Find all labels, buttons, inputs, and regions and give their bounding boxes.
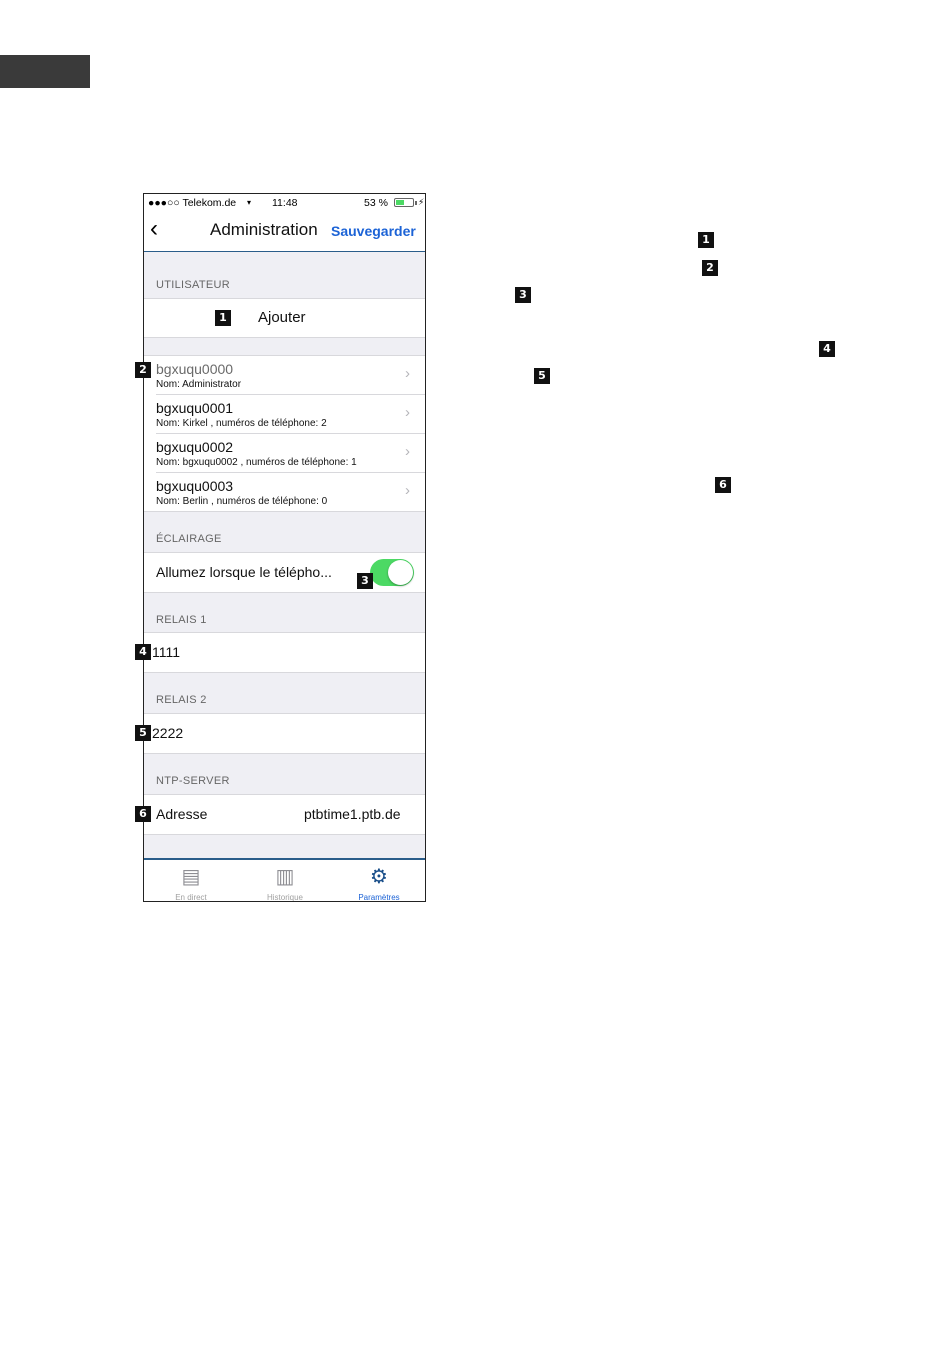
lighting-row (144, 552, 425, 593)
status-bar (144, 194, 425, 211)
user-list (144, 355, 425, 512)
ntp-value: ptbtime1.ptb.de (304, 806, 401, 822)
ntp-label: Adresse (156, 806, 208, 822)
battery-fill (396, 200, 404, 205)
relay1-input[interactable] (144, 632, 425, 673)
wifi-icon: ▾ (247, 198, 252, 207)
toggle-knob (388, 560, 413, 585)
callout-badge-5: 5 (135, 725, 151, 741)
charging-icon: ⚡ (418, 197, 425, 207)
list-item[interactable] (144, 356, 425, 394)
phone-screen (143, 193, 426, 902)
user-id: bgxuqu0003 (156, 478, 234, 494)
tab-bar (144, 858, 425, 902)
clapperboard-icon: ▤ (181, 866, 201, 888)
tab-label: Historique (266, 893, 303, 902)
callout-badge-1: 1 (215, 310, 231, 326)
legend-badge-4: 4 (819, 341, 835, 357)
add-user-button[interactable] (144, 298, 425, 338)
relay2-value: 2222 (152, 725, 184, 741)
section-header-relay1: RELAIS 1 (156, 614, 207, 626)
page-title: Administration (210, 220, 318, 239)
ntp-address-row[interactable] (144, 794, 425, 835)
user-id: bgxuqu0000 (156, 361, 234, 377)
tab-history[interactable] (238, 860, 332, 902)
user-id: bgxuqu0002 (156, 439, 234, 455)
battery-percent: 53 % (364, 197, 388, 209)
list-item[interactable] (144, 434, 425, 472)
user-detail: Nom: Administrator (156, 379, 242, 390)
add-user-label: Ajouter (258, 309, 306, 326)
status-time: 11:48 (272, 197, 298, 209)
chevron-right-icon: › (405, 365, 410, 382)
user-id: bgxuqu0001 (156, 400, 234, 416)
section-header-ntp: NTP-SERVER (156, 775, 230, 787)
chevron-right-icon: › (405, 404, 410, 421)
tab-label: En direct (175, 893, 207, 902)
legend-badge-3: 3 (515, 287, 531, 303)
list-item[interactable] (144, 473, 425, 511)
section-header-lighting: ÉCLAIRAGE (156, 533, 222, 545)
user-detail: Nom: Berlin , numéros de téléphone: 0 (156, 496, 328, 507)
section-header-users: UTILISATEUR (156, 279, 230, 291)
page-header-tab (0, 55, 90, 88)
legend-badge-1: 1 (698, 232, 714, 248)
callout-badge-4: 4 (135, 644, 151, 660)
legend-badge-2: 2 (702, 260, 718, 276)
relay1-value: 1111 (152, 644, 181, 660)
list-item[interactable] (144, 395, 425, 433)
callout-badge-3: 3 (357, 573, 373, 589)
legend-badge-5: 5 (534, 368, 550, 384)
save-button[interactable]: Sauvegarder (331, 223, 416, 239)
lighting-toggle[interactable] (370, 559, 414, 586)
gears-icon: ⚙ (370, 866, 388, 888)
tab-label: Paramètres (358, 893, 400, 902)
lighting-label: Allumez lorsque le télépho... (156, 564, 332, 580)
section-header-relay2: RELAIS 2 (156, 694, 207, 706)
callout-badge-2: 2 (135, 362, 151, 378)
chevron-left-icon[interactable]: ‹ (150, 215, 158, 242)
user-detail: Nom: Kirkel , numéros de téléphone: 2 (156, 418, 327, 429)
user-detail: Nom: bgxuqu0002 , numéros de téléphone: 1 (156, 457, 357, 468)
film-icon: ▥ (275, 866, 295, 888)
chevron-right-icon: › (405, 482, 410, 499)
nav-bar (144, 211, 425, 252)
callout-badge-6: 6 (135, 806, 151, 822)
battery-tip (415, 201, 417, 205)
legend-badge-6: 6 (715, 477, 731, 493)
tab-live[interactable] (144, 860, 238, 902)
tab-settings[interactable] (332, 860, 426, 902)
carrier-label: ●●●○○ Telekom.de (148, 197, 237, 209)
relay2-input[interactable] (144, 713, 425, 754)
battery-icon (394, 198, 414, 207)
chevron-right-icon: › (405, 443, 410, 460)
